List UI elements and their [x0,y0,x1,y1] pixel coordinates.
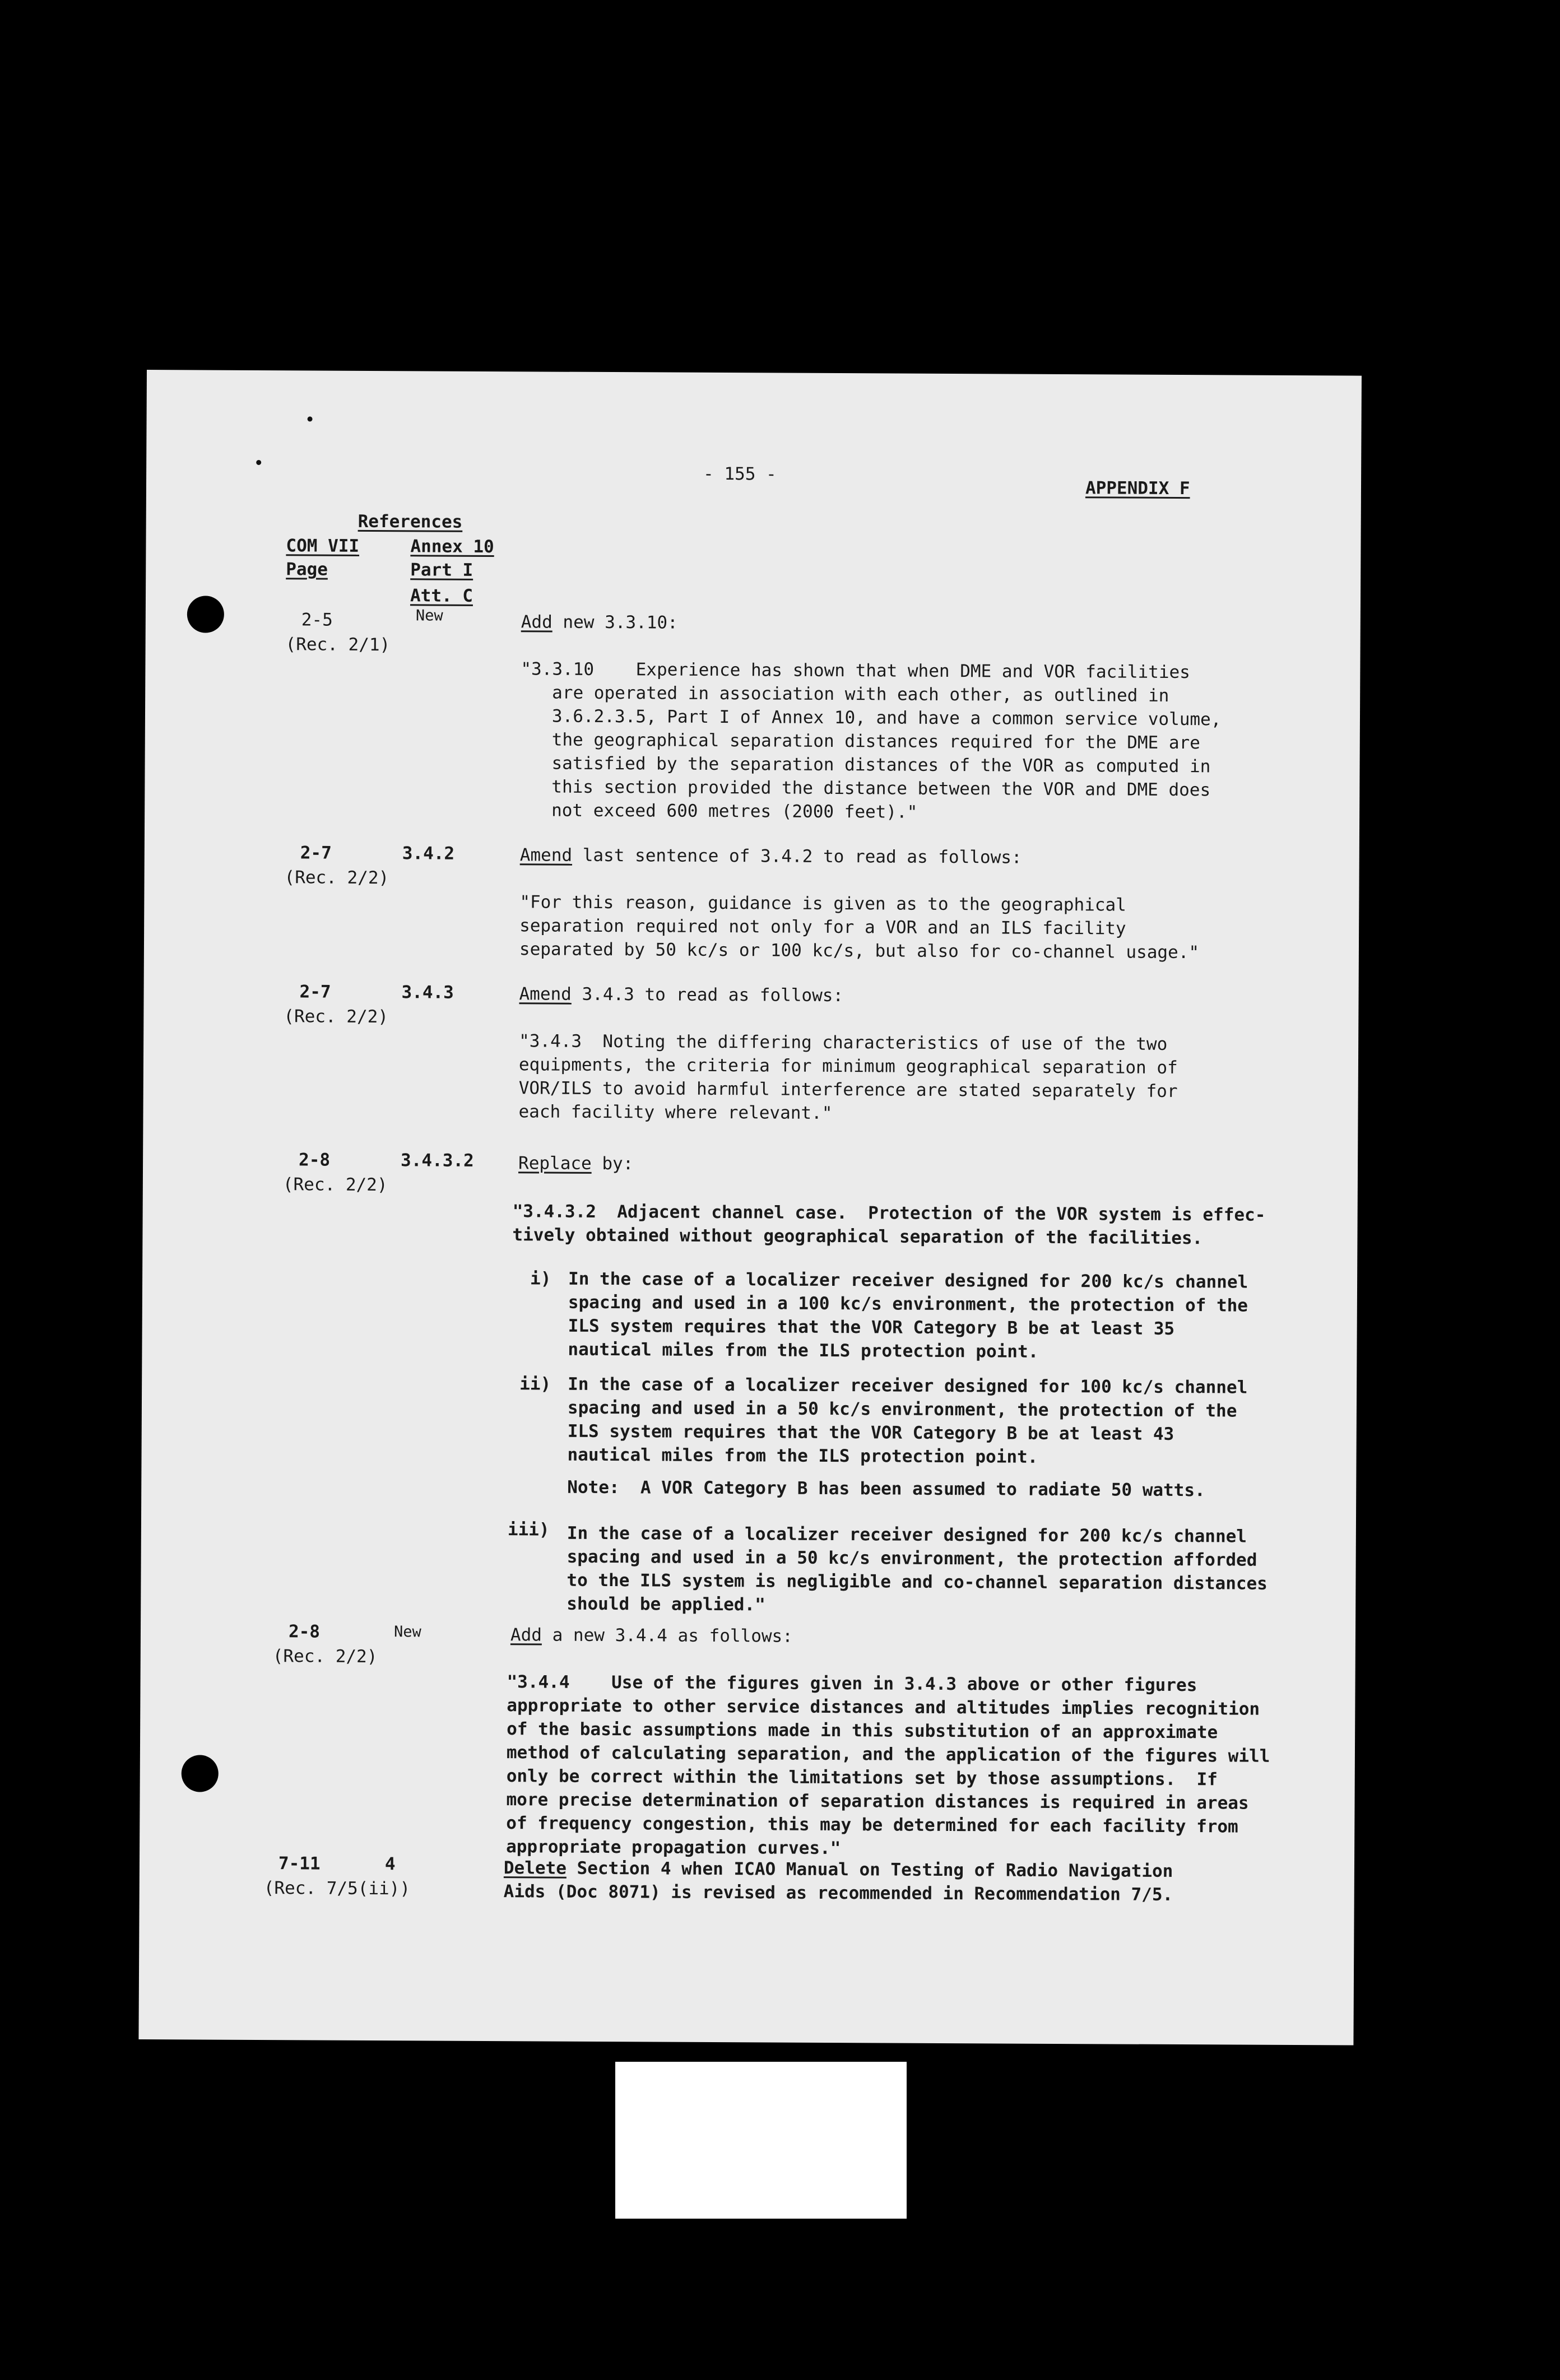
action-verb: Delete [503,1858,567,1879]
entry-body [506,1670,1269,1862]
text-line: nautical miles from the ILS protection point. [567,1444,1038,1467]
entry-rec: (Rec. 2/2) [284,1006,389,1028]
entry-page: 2-5 [301,610,333,630]
text-line: appropriate propagation curves." [506,1837,841,1859]
film-label-strip [615,2062,907,2219]
text-line: satisfied by the separation distances of the VOR as computed in [520,753,1211,777]
note: Note: A VOR Category B has been assumed to radiate 50 watts. [567,1477,1205,1501]
action-text: new 3.3.10: [552,612,678,633]
text-line: VOR/ILS to avoid harmful interference are stated separately for [518,1078,1178,1102]
entry-rec: (Rec. 2/2) [284,867,389,889]
entry-body [520,657,1283,826]
entry-page: 7-11 [278,1853,321,1874]
text-line: nautical miles from the ILS protection point. [568,1339,1039,1362]
text-line: only be correct within the limitations set by those assumptions. If [506,1766,1218,1790]
ref-col-com-vii: COM VII [286,536,360,556]
text-line: each facility where relevant." [518,1101,833,1123]
punch-hole-top [187,596,224,633]
list-item-iii [567,1522,1329,1620]
entry-ref: New [393,1623,421,1641]
text-line: spacing and used in a 50 kc/s environment, the protection of the [567,1397,1237,1421]
appendix-label: APPENDIX F [1085,478,1190,499]
list-item-i [568,1267,1330,1365]
entry-ref: 4 [384,1854,396,1875]
list-marker: ii) [519,1374,551,1394]
paper-speck [256,460,261,465]
text-line: tively obtained without geographical separation of the facilities. [512,1225,1203,1249]
text-line: equipments, the criteria for minimum geographical separation of [518,1054,1178,1079]
entry-ref: 3.4.3 [401,982,454,1003]
entry-body [512,1200,1274,1251]
entry-rec: (Rec. 7/5(ii)) [263,1878,411,1899]
ref-col-annex-10: Annex 10 [410,536,494,557]
text-line: of frequency congestion, this may be determined for each facility from [506,1813,1238,1837]
entry-rec: (Rec. 2/2) [282,1174,388,1196]
text-line: of the basic assumptions made in this substitution of an approximate [507,1719,1218,1743]
entry-action [510,1623,793,1648]
document-page [138,370,1362,2046]
text-line: are operated in association with each other, as outlined in [521,682,1169,706]
text-line: separated by 50 kc/s or 100 kc/s, but also for co-channel usage." [519,939,1200,963]
text-line: not exceed 600 metres (2000 feet)." [520,800,918,822]
text-line: appropriate to other service distances and altitudes implies recognition [507,1695,1260,1719]
text-line: "3.4.3.2 Adjacent channel case. Protection of the VOR system is effec- [512,1201,1266,1225]
action-text: by: [591,1153,634,1174]
list-item-ii [567,1373,1330,1471]
list-marker: i) [530,1268,551,1289]
text-line: this section provided the distance between the VOR and DME does [520,777,1211,801]
text-line: ILS system requires that the VOR Category B be at least 43 [567,1421,1174,1444]
entry-action [520,843,1022,869]
text-line: "3.3.10 Experience has shown that when DME and VOR facilities [521,659,1190,683]
text-line: spacing and used in a 100 kc/s environment, the protection of the [568,1292,1248,1316]
action-verb: Add [521,612,552,633]
page-number: - 155 - [703,463,777,485]
text-line: to the ILS system is negligible and co-channel separation distances [567,1570,1268,1594]
entry-body [504,1880,1266,1907]
entry-ref: New [415,607,443,625]
action-text: a new 3.4.4 as follows: [541,1625,793,1647]
text-line: spacing and used in a 50 kc/s environment, the protection afforded [567,1546,1257,1570]
text-line: should be applied." [567,1593,765,1615]
text-line: "3.4.4 Use of the figures given in 3.4.3 above or other figures [507,1672,1197,1696]
paper-speck [308,416,313,421]
text-line: more precise determination of separation distances is required in areas [506,1789,1249,1814]
ref-col-page: Page [286,559,328,580]
action-verb: Amend [519,845,573,866]
ref-col-att-c: Att. C [410,585,473,606]
entry-body [519,890,1282,965]
action-verb: Amend [519,984,572,1005]
entry-rec: (Rec. 2/1) [285,634,391,656]
text-line: In the case of a localizer receiver designed for 200 kc/s channel [568,1268,1248,1293]
text-line: Aids (Doc 8071) is revised as recommended in Recommendation 7/5. [503,1881,1173,1905]
text-line: "3.4.3 Noting the differing characteristics of use of the two [519,1031,1168,1054]
text-line: method of calculating separation, and the application of the figures will [506,1742,1270,1767]
text-line: "For this reason, guidance is given as to the geographical [519,892,1126,915]
entry-page: 2-7 [299,982,331,1002]
entry-page: 2-8 [288,1621,321,1642]
entry-ref: 3.4.2 [402,843,455,864]
action-text: 3.4.3 to read as follows: [571,984,844,1006]
list-marker: iii) [507,1519,550,1540]
action-text: last sentence of 3.4.2 to read as follows: [572,845,1022,868]
entry-action [519,982,843,1007]
entry-action [521,610,678,634]
text-line: the geographical separation distances required for the DME are [520,729,1200,754]
punch-hole-bottom [182,1755,219,1792]
entry-ref: 3.4.3.2 [401,1150,474,1171]
text-line: ILS system requires that the VOR Category B be at least 35 [568,1315,1175,1339]
entry-page: 2-8 [299,1150,331,1170]
entry-page: 2-7 [300,843,332,863]
text-line: separation required not only for a VOR and an ILS facility [519,915,1126,939]
action-verb: Add [510,1625,542,1645]
text-line: In the case of a localizer receiver designed for 200 kc/s channel [567,1523,1247,1547]
action-text: Section 4 when ICAO Manual on Testing of Radio Navigation [566,1858,1173,1881]
entry-action [504,1856,1173,1883]
text-line: In the case of a localizer receiver designed for 100 kc/s channel [568,1374,1248,1398]
entry-rec: (Rec. 2/2) [272,1646,378,1667]
action-verb: Replace [518,1153,592,1174]
ref-col-part-i: Part I [410,560,473,580]
text-line: 3.6.2.3.5, Part I of Annex 10, and have a common service volume, [520,706,1222,730]
entry-body [518,1029,1281,1127]
references-title: References [357,511,463,532]
entry-action [518,1151,634,1175]
